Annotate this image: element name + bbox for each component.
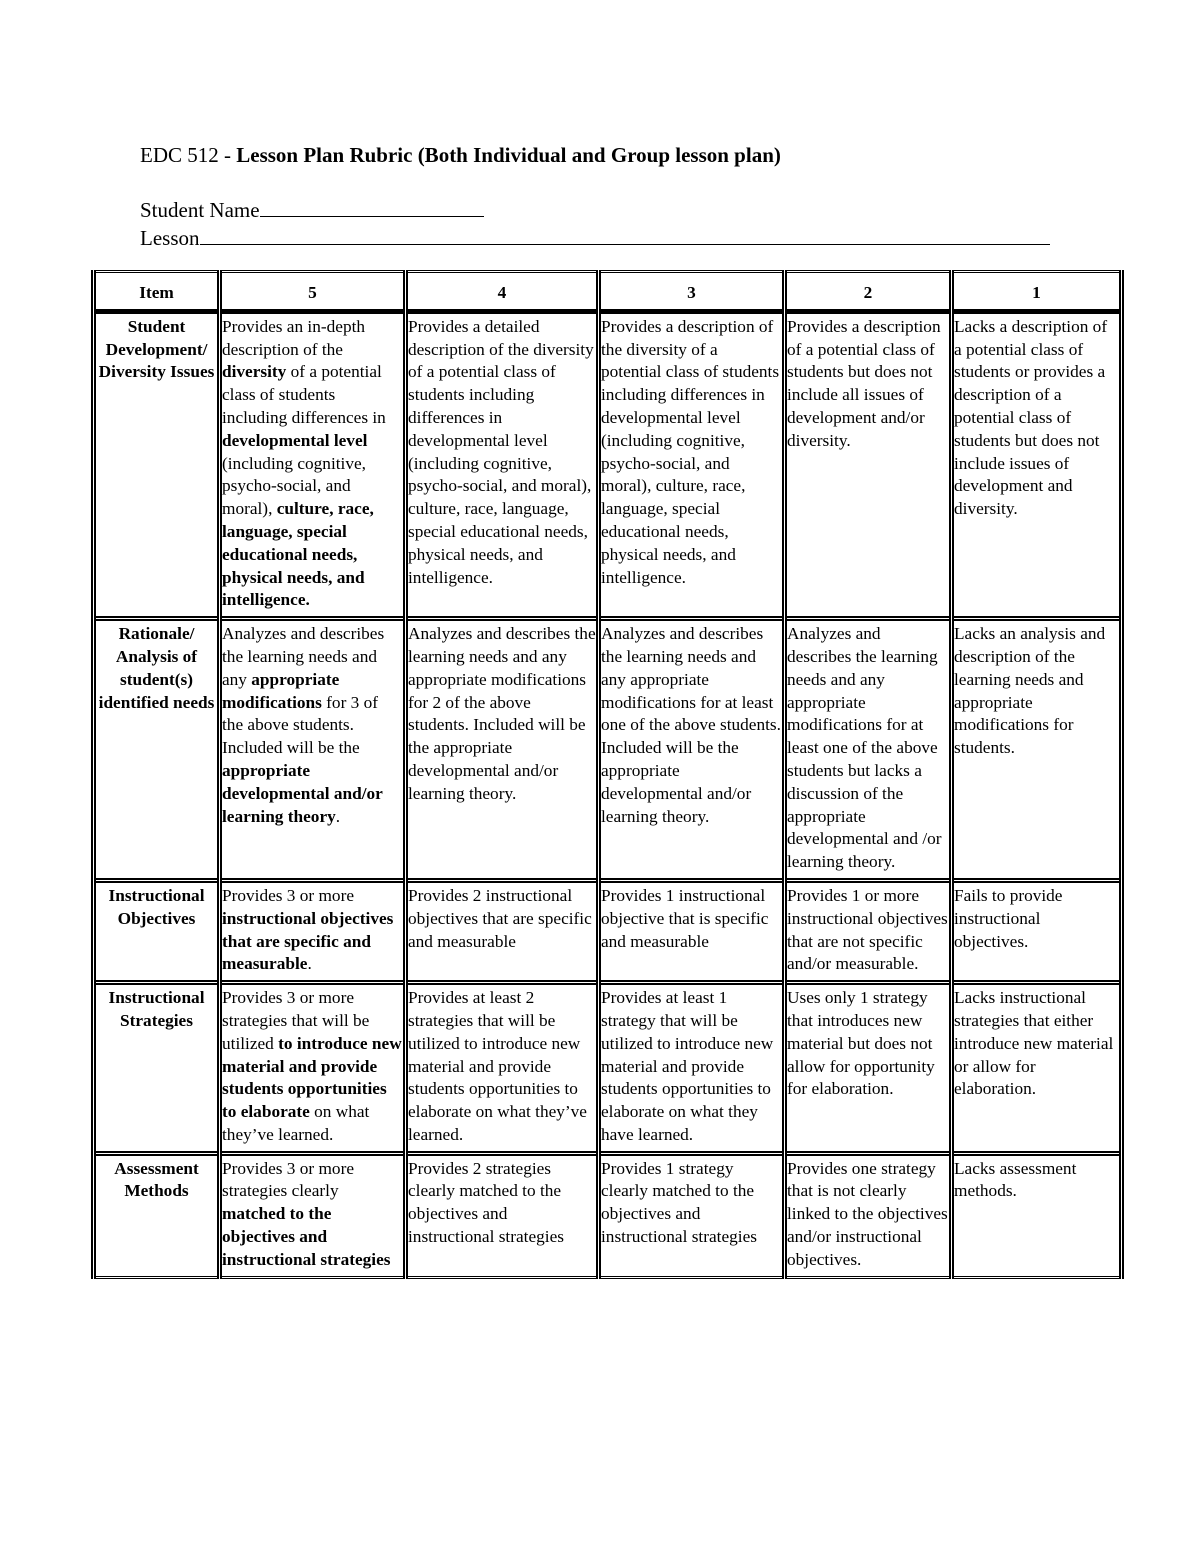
- rubric-cell-score-5: [220, 311, 406, 618]
- criteria-text: Analyzes and describes the learning needs and any: [222, 624, 385, 689]
- rubric-cell-score-4: [406, 880, 599, 982]
- rubric-item-label: Student Development/ Diversity Issues: [94, 311, 220, 618]
- criteria-text: Provides 1 or more instructional objectives that are not specific and/or measurable.: [787, 885, 948, 974]
- header-score-1: 1: [952, 272, 1122, 312]
- rubric-cell-score-1: [952, 1153, 1122, 1277]
- criteria-text: Provides a detailed description of the diversity of a potential class of students including differences in developmental level (including cognitive, psycho-social, and moral), culture, race, language, special educational needs, physical needs, and intelligence.: [408, 316, 594, 587]
- document-title: [140, 143, 781, 168]
- rubric-row: [94, 1153, 1122, 1277]
- title-course-code: EDC 512 -: [140, 143, 237, 167]
- rubric-header-row: [94, 272, 1122, 312]
- rubric-cell-score-1: [952, 983, 1122, 1154]
- rubric-cell-score-2: [785, 1153, 952, 1277]
- criteria-emphasis: matched to the objectives and instructional strategies: [222, 1204, 391, 1269]
- criteria-text: Provides 2 instructional objectives that are specific and measurable: [408, 885, 592, 951]
- criteria-text: Analyzes and describes the learning needs and any appropriate modifications for 2 of the above students. Included will be the appropriate developmental and/or learning theory.: [408, 624, 596, 803]
- criteria-text: Provides 2 strategies clearly matched to the objectives and instructional strategies: [408, 1158, 564, 1247]
- rubric-item-label: Rationale/ Analysis of student(s) identified needs: [94, 619, 220, 881]
- criteria-emphasis: instructional objectives that are specific and measurable: [222, 908, 394, 974]
- header-score-4: 4: [406, 272, 599, 312]
- criteria-emphasis: developmental level: [222, 430, 368, 450]
- criteria-text: Uses only 1 strategy that introduces new material but does not allow for opportunity for elaboration.: [787, 988, 935, 1099]
- criteria-text: Provides one strategy that is not clearly linked to the objectives and/or instructional objectives.: [787, 1158, 948, 1269]
- criteria-text: .: [307, 954, 312, 974]
- rubric-cell-score-1: [952, 311, 1122, 618]
- criteria-text: Analyzes and describes the learning needs and any appropriate modifications for at least one of the above students. Included will be the appropriate developmental and/or learning theory.: [601, 624, 781, 826]
- header-item: Item: [94, 272, 220, 312]
- criteria-emphasis: culture, race, language, special educational needs, physical needs, and intelligence.: [222, 499, 374, 610]
- criteria-text: Provides 3 or more strategies that will be utilized: [222, 988, 370, 1053]
- rubric-cell-score-3: [599, 983, 785, 1154]
- lesson-field: [140, 225, 1050, 251]
- rubric-cell-score-2: [785, 880, 952, 982]
- student-name-label: Student Name: [140, 198, 260, 222]
- rubric-body: [94, 311, 1122, 1277]
- criteria-text: Provides a description of the diversity of a potential class of students including differences in developmental level (including cognitive, psycho-social, and moral), culture, race, language, special educational needs, physical needs, and intelligence.: [601, 316, 780, 587]
- criteria-text: Lacks assessment methods.: [954, 1158, 1077, 1201]
- title-rubric-name: Lesson Plan Rubric (Both Individual and Group lesson plan): [236, 143, 781, 167]
- criteria-text: Provides a description of a potential class of students but does not include all issues of development and/or diversity.: [787, 316, 941, 450]
- criteria-emphasis: appropriate developmental and/or learning theory: [222, 760, 383, 826]
- rubric-cell-score-5: [220, 880, 406, 982]
- rubric-item-label: Assessment Methods: [94, 1153, 220, 1277]
- criteria-text: Provides at least 1 strategy that will be utilized to introduce new material and provide students opportunities to elaborate on what they have learned.: [601, 988, 774, 1144]
- criteria-text: .: [335, 806, 341, 826]
- criteria-text: Provides an in-depth description of the: [222, 316, 366, 359]
- criteria-text: Provides 3 or more strategies clearly: [222, 1158, 354, 1201]
- header-score-3: 3: [599, 272, 785, 312]
- rubric-cell-score-4: [406, 1153, 599, 1277]
- rubric-cell-score-3: [599, 619, 785, 881]
- rubric-cell-score-5: [220, 619, 406, 881]
- criteria-text: for 3 of the above students. Included will be the: [222, 692, 379, 758]
- criteria-text: of a potential class of students including differences in: [222, 362, 386, 427]
- rubric-cell-score-2: [785, 619, 952, 881]
- criteria-text: (including cognitive, psycho-social, and moral),: [222, 453, 366, 519]
- rubric-item-label: Instructional Objectives: [94, 880, 220, 982]
- rubric-cell-score-2: [785, 311, 952, 618]
- header-score-5: 5: [220, 272, 406, 312]
- rubric-row: [94, 619, 1122, 881]
- criteria-text: Provides at least 2 strategies that will be utilized to introduce new material and provide students opportunities to elaborate on what they’ve learned.: [408, 988, 587, 1144]
- rubric-cell-score-4: [406, 619, 599, 881]
- rubric-row: [94, 311, 1122, 618]
- student-name-field: [140, 197, 484, 223]
- criteria-text: Fails to provide instructional objectives.: [954, 885, 1063, 951]
- rubric-cell-score-1: [952, 880, 1122, 982]
- criteria-text: Analyzes and describes the learning needs and any appropriate modifications for at least one of the above students but lacks a discussion of the appropriate developmental and /or learning theory.: [787, 624, 942, 872]
- criteria-emphasis: diversity: [222, 362, 287, 382]
- criteria-text: Lacks an analysis and description of the learning needs and appropriate modifications for students.: [954, 624, 1106, 758]
- criteria-text: Provides 1 strategy clearly matched to the objectives and instructional strategies: [601, 1158, 757, 1247]
- rubric-row: [94, 983, 1122, 1154]
- rubric-row: [94, 880, 1122, 982]
- rubric-table: [91, 270, 1124, 1279]
- header-score-2: 2: [785, 272, 952, 312]
- criteria-text: Lacks instructional strategies that either introduce new material or allow for elaboration.: [954, 988, 1114, 1099]
- rubric-cell-score-5: [220, 983, 406, 1154]
- lesson-blank: [200, 225, 1050, 245]
- criteria-emphasis: to introduce new material and provide students opportunities to elaborate: [222, 1033, 402, 1122]
- rubric-cell-score-4: [406, 983, 599, 1154]
- criteria-text: on what they’ve learned.: [222, 1102, 370, 1144]
- rubric-cell-score-4: [406, 311, 599, 618]
- criteria-emphasis: appropriate modifications: [222, 669, 340, 712]
- rubric-item-label: Instructional Strategies: [94, 983, 220, 1154]
- rubric-cell-score-5: [220, 1153, 406, 1277]
- student-name-blank: [260, 197, 484, 217]
- rubric-cell-score-3: [599, 311, 785, 618]
- rubric-cell-score-1: [952, 619, 1122, 881]
- criteria-text: Lacks a description of a potential class of students or provides a description of a potential class of students but does not include issues of development and diversity.: [954, 316, 1108, 519]
- rubric-cell-score-3: [599, 880, 785, 982]
- lesson-label: Lesson: [140, 226, 200, 250]
- criteria-text: Provides 1 instructional objective that is specific and measurable: [601, 885, 769, 951]
- rubric-cell-score-3: [599, 1153, 785, 1277]
- criteria-text: Provides 3 or more: [222, 885, 354, 905]
- rubric-cell-score-2: [785, 983, 952, 1154]
